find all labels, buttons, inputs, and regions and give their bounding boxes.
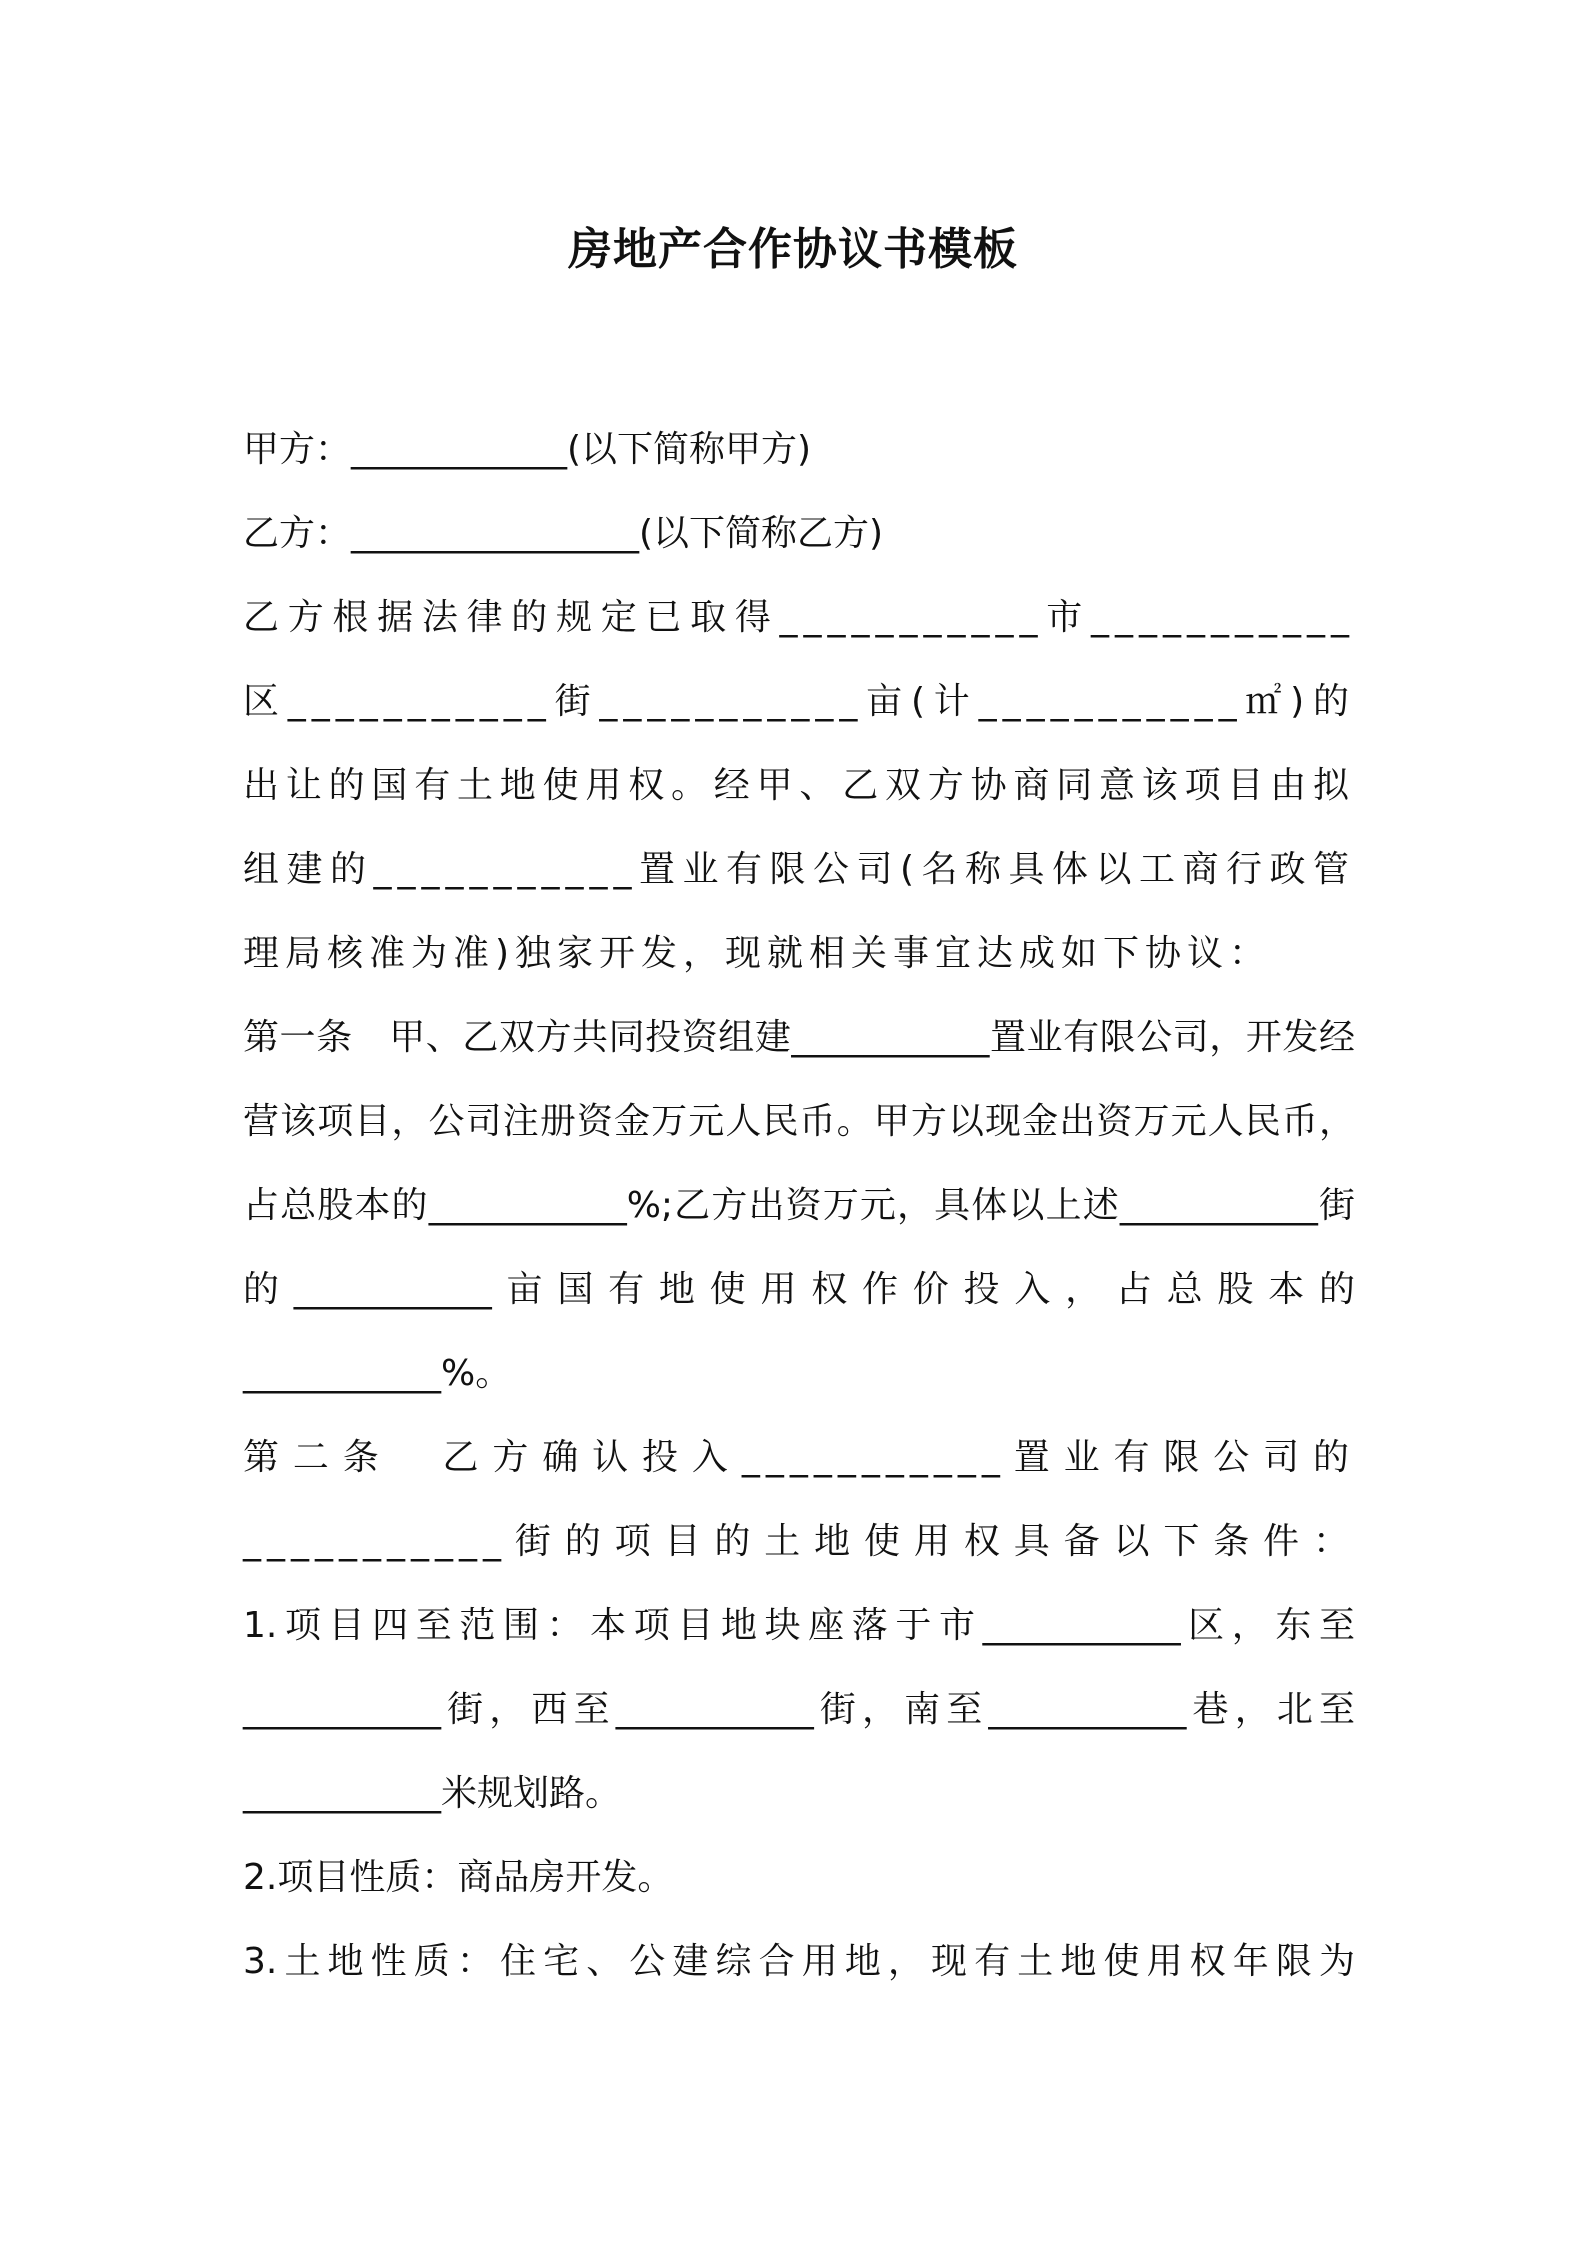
condition-1-paragraph: 1.项目四至范围：本项目地块座落于市___________区，东至___________街，西至___________街，南至___________巷，北至___________米规划路。 xyxy=(243,1605,1355,1814)
condition-3-paragraph: 3.土地性质：住宅、公建综合用地，现有土地使用权年限为 xyxy=(243,1941,1355,1982)
preamble-paragraph: 乙方根据法律的规定已取得___________市___________区___________街___________亩(计___________㎡)的出让的国有土地使用权。经甲、乙双方协商同意该项目由拟组建的___________置业有限公司(名称具体以工商行政管理局核准为准)独家开发，现就相关事宜达成如下协议： xyxy=(243,597,1355,974)
article-1-paragraph: 第一条 甲、乙双方共同投资组建___________置业有限公司，开发经营该项目，公司注册资金万元人民币。甲方以现金出资万元人民币，占总股本的___________%;乙方出资万元，具体以上述___________街的___________亩国有地使用权作价投入，占总股本的___________%。 xyxy=(243,1017,1355,1394)
party-a-line: 甲方：____________(以下简称甲方) xyxy=(243,429,812,470)
article-2-paragraph: 第二条 乙方确认投入___________置业有限公司的___________街的项目的土地使用权具备以下条件： xyxy=(243,1437,1355,1562)
condition-2-paragraph: 2.项目性质：商品房开发。 xyxy=(243,1857,674,1898)
document-body xyxy=(243,408,1355,2004)
party-b-line: 乙方：________________(以下简称乙方) xyxy=(243,513,884,554)
document-title: 房地产合作协议书模板 xyxy=(568,224,1018,275)
